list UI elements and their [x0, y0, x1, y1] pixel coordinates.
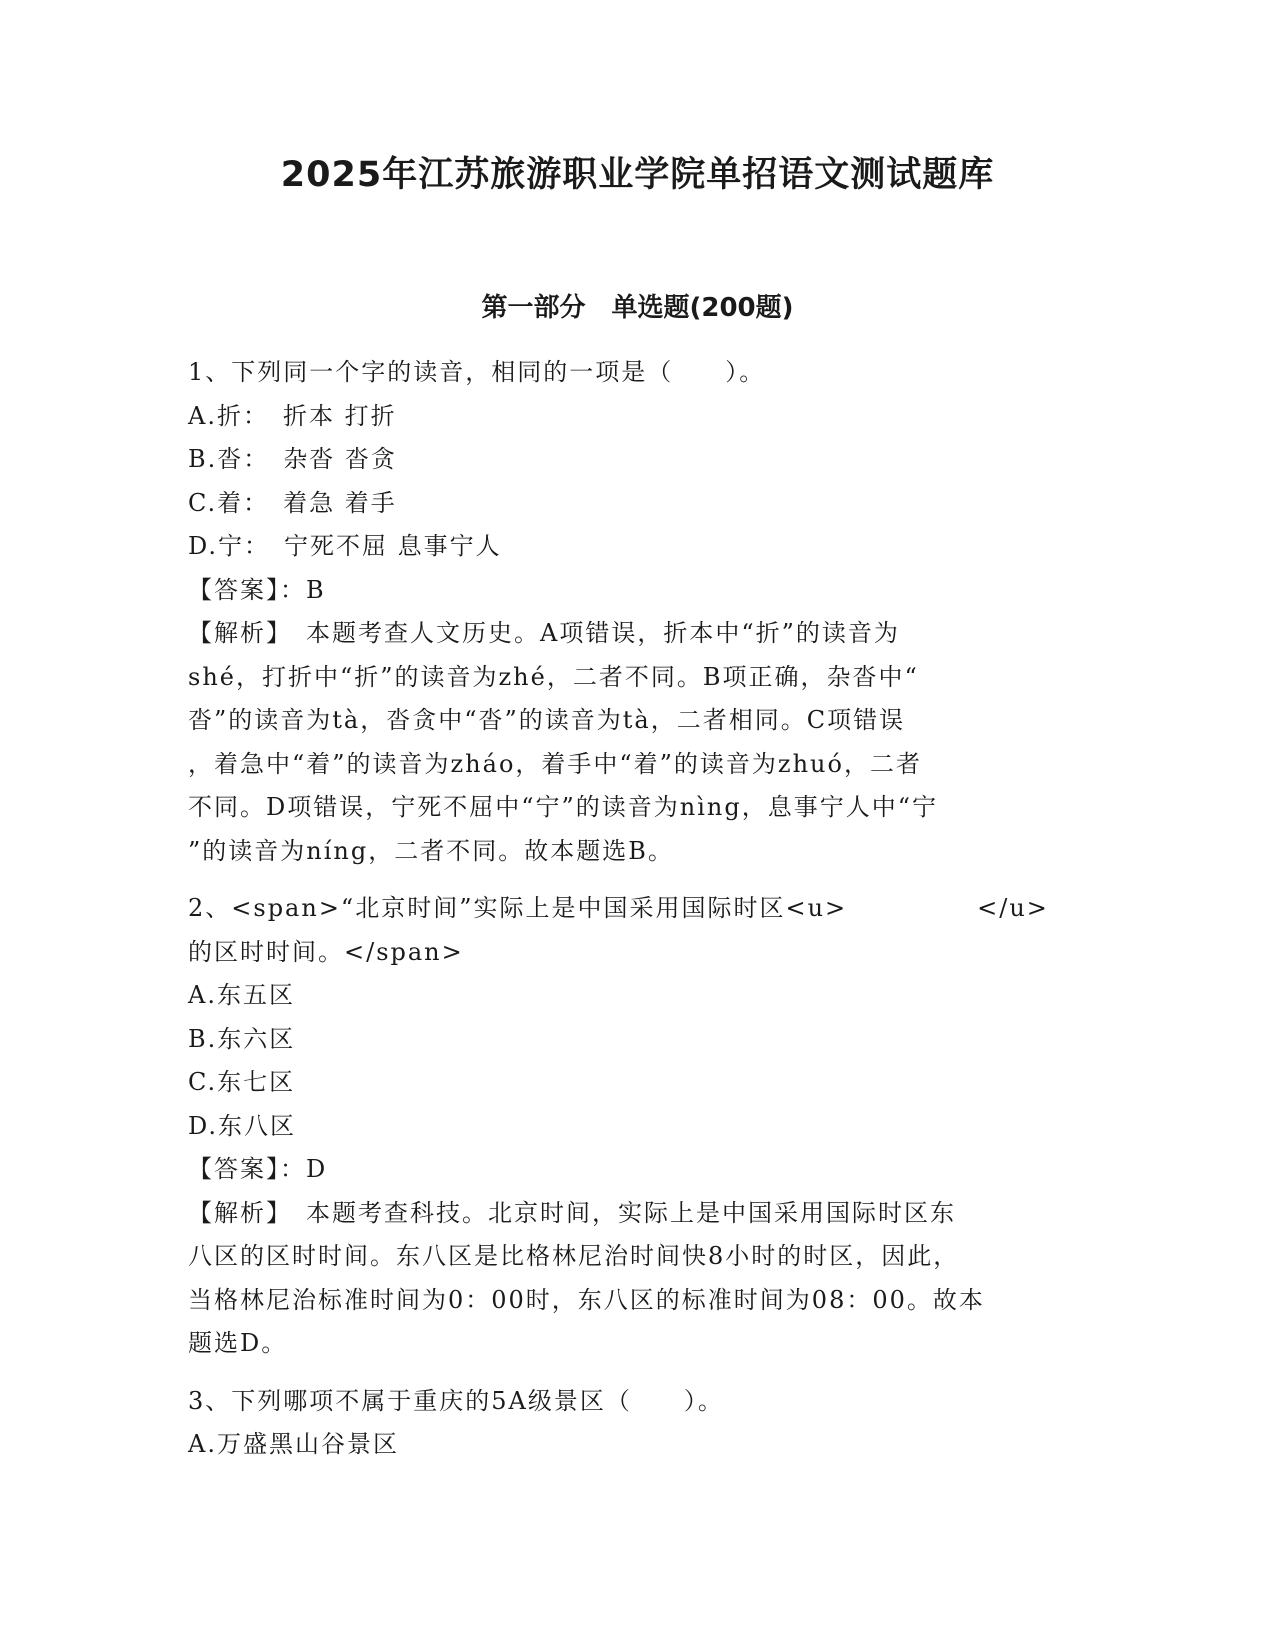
section-title: 第一部分 单选题(200题) — [481, 293, 794, 323]
option-c: C.东七区 — [188, 1068, 296, 1096]
document-title: 2025年江苏旅游职业学院单招语文测试题库 — [280, 155, 995, 195]
option-b: B.沓： 杂沓 沓贪 — [188, 445, 397, 473]
option-d: D.宁： 宁死不屈 息事宁人 — [188, 532, 502, 560]
analysis-line: 题选D。 — [188, 1329, 288, 1357]
analysis-line: ”的读音为níng，二者不同。故本题选B。 — [188, 836, 674, 865]
option-c: C.着： 着急 着手 — [188, 488, 397, 517]
analysis-line: 沓”的读音为tà，沓贪中“沓”的读音为tà，二者相同。C项错误 — [188, 706, 906, 734]
analysis-line: 当格林尼治标准时间为0：00时，东八区的标准时间为08：00。故本 — [188, 1285, 985, 1314]
question-stem: 1、下列同一个字的读音，相同的一项是（ ）。 — [188, 358, 766, 386]
question-stem: 的区时时间。</span> — [188, 937, 464, 966]
option-d: D.东八区 — [188, 1111, 297, 1140]
analysis-line: shé，打折中“折”的读音为zhé，二者不同。B项正确，杂沓中“ — [188, 662, 919, 691]
analysis-line: 八区的区时时间。东八区是比格林尼治时间快8小时的时区，因此， — [188, 1242, 960, 1270]
analysis-line: ，着急中“着”的读音为zháo，着手中“着”的读音为zhuó，二者 — [188, 749, 922, 778]
question-stem: 3、下列哪项不属于重庆的5A级景区（ ）。 — [188, 1386, 724, 1415]
answer: 【答案】：D — [188, 1155, 328, 1183]
option-a: A.东五区 — [188, 981, 295, 1009]
question-1 — [188, 351, 1068, 873]
question-3 — [188, 1380, 1068, 1467]
option-b: B.东六区 — [188, 1024, 296, 1053]
question-2 — [188, 887, 1068, 1366]
option-a: A.折： 折本 打折 — [188, 401, 397, 430]
analysis-line: 不同。D项错误，宁死不屈中“宁”的读音为nìng，息事宁人中“宁 — [188, 793, 939, 821]
question-list — [188, 351, 1068, 1467]
question-stem: 2、<span>“北京时间”实际上是中国采用国际时区<u> </u> — [188, 894, 1049, 922]
option-a: A.万盛黑山谷景区 — [188, 1430, 399, 1458]
answer: 【答案】：B — [188, 575, 326, 604]
analysis-line: 【解析】 本题考查人文历史。A项错误，折本中“折”的读音为 — [188, 619, 900, 647]
analysis-line: 【解析】 本题考查科技。北京时间，实际上是中国采用国际时区东 — [188, 1198, 956, 1227]
